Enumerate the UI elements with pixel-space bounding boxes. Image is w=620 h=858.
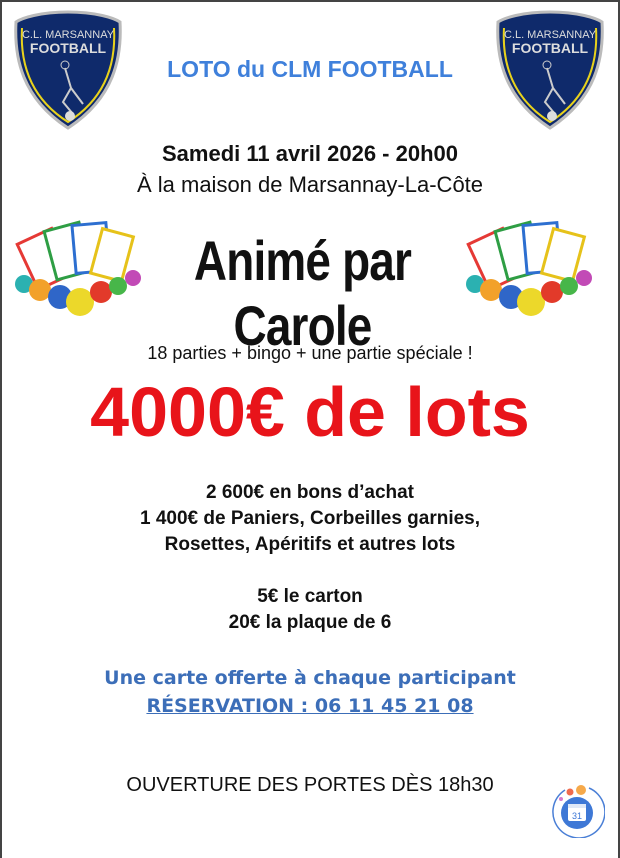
event-place: À la maison de Marsannay-La-Côte bbox=[136, 172, 484, 197]
prize-line: 2 600€ en bons d’achat bbox=[205, 482, 415, 503]
games-summary: 18 parties + bingo + une partie spéciale ! bbox=[147, 343, 473, 363]
svg-text:FOOTBALL: FOOTBALL bbox=[29, 40, 107, 56]
bingo-cards-image-right bbox=[463, 220, 598, 320]
event-date: Samedi 11 avril 2026 - 20h00 bbox=[162, 141, 458, 166]
prize-line: 1 400€ de Paniers, Corbeilles garnies, bbox=[139, 508, 481, 529]
calendar-icon[interactable] bbox=[545, 778, 605, 838]
event-title: LOTO du CLM FOOTBALL bbox=[167, 56, 453, 82]
bingo-cards-image-left bbox=[12, 220, 147, 320]
price-line: 5€ le carton bbox=[257, 586, 363, 607]
prize-total: 4000€ de lots bbox=[90, 373, 530, 451]
svg-text:FOOTBALL: FOOTBALL bbox=[511, 40, 589, 56]
offer-text: Une carte offerte à chaque participant bbox=[104, 667, 516, 689]
svg-text:C.L. MARSANNAY: C.L. MARSANNAY bbox=[503, 29, 597, 41]
host-heading: Animé par Carole bbox=[193, 229, 412, 357]
svg-text:C.L. MARSANNAY: C.L. MARSANNAY bbox=[21, 29, 115, 41]
doors-opening: OUVERTURE DES PORTES DÈS 18h30 bbox=[126, 774, 494, 796]
svg-text:31: 31 bbox=[571, 811, 583, 821]
prize-line: Rosettes, Apéritifs et autres lots bbox=[164, 534, 456, 555]
reservation-phone-link[interactable]: RÉSERVATION : 06 11 45 21 08 bbox=[146, 695, 474, 717]
price-line: 20€ la plaque de 6 bbox=[228, 612, 392, 633]
